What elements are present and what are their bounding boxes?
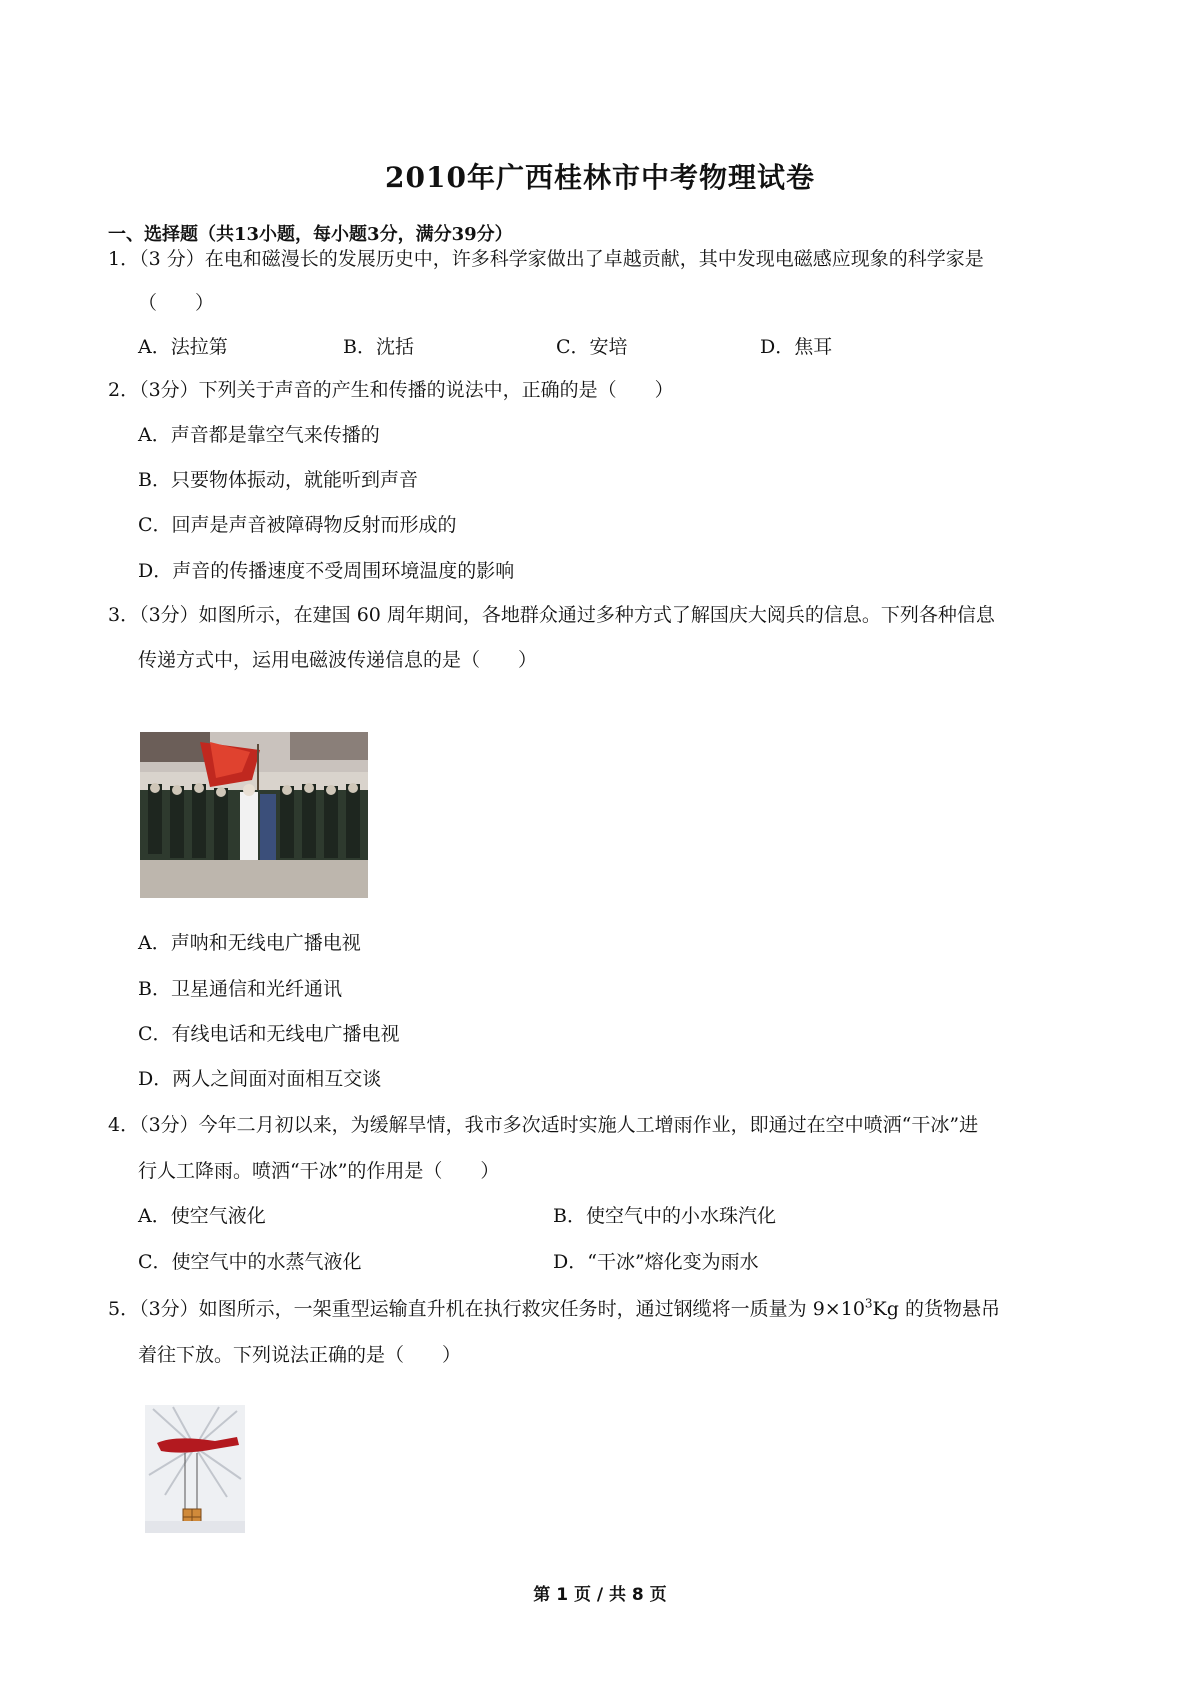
question-1-bracket: （ ） [138,292,215,314]
question-5-text [108,1294,1000,1321]
question-5-text-pre: 5．（3分）如图所示，一架重型运输直升机在执行救灾任务时，通过钢缆将一质量为 9×10 [108,1298,865,1320]
question-1-text: 1．（3 分）在电和磁漫长的发展历史中，许多科学家做出了卓越贡献，其中发现电磁感应现象的科学家是 [108,248,984,270]
question-3-option-a: A．声呐和无线电广播电视 [138,932,361,954]
question-2-option-d: D．声音的传播速度不受周围环境温度的影响 [138,560,515,582]
question-2-option-a: A．声音都是靠空气来传播的 [138,424,380,446]
question-3-text: 3．（3分）如图所示，在建国 60 周年期间，各地群众通过多种方式了解国庆大阅兵的信息。下列各种信息 [108,604,995,626]
question-1-option-d: D．焦耳 [760,336,833,358]
question-3-option-c: C．有线电话和无线电广播电视 [138,1023,400,1045]
page-footer: 第 1 页 / 共 8 页 [533,1585,667,1605]
question-3-text-cont: 传递方式中，运用电磁波传递信息的是（ ） [138,649,538,671]
parade-photo [140,732,368,898]
question-5-text-cont: 着往下放。下列说法正确的是（ ） [138,1344,462,1366]
question-3-option-d: D．两人之间面对面相互交谈 [138,1068,382,1090]
question-4-option-c: C．使空气中的水蒸气液化 [138,1251,362,1273]
question-4-option-a: A．使空气液化 [138,1205,266,1227]
question-1-option-c: C．安培 [556,336,628,358]
question-2-option-c: C．回声是声音被障碍物反射而形成的 [138,514,457,536]
question-3-option-b: B．卫星通信和光纤通讯 [138,978,342,1000]
question-2-option-b: B．只要物体振动，就能听到声音 [138,469,418,491]
question-5-exponent: 3 [864,1296,873,1311]
question-5-text-post: Kg 的货物悬吊 [872,1298,1000,1320]
question-4-text: 4．（3分）今年二月初以来，为缓解旱情，我市多次适时实施人工增雨作业，即通过在空中喷洒“干冰”进 [108,1114,979,1136]
question-1-option-b: B．沈括 [343,336,414,358]
helicopter-photo [145,1405,245,1533]
question-2-text: 2．（3分）下列关于声音的产生和传播的说法中，正确的是（ ） [108,379,674,401]
question-4-text-cont: 行人工降雨。喷洒“干冰”的作用是（ ） [138,1160,500,1182]
section-heading: 一、选择题（共13小题，每小题3分，满分39分） [108,224,513,245]
question-4-option-b: B．使空气中的小水珠汽化 [553,1205,776,1227]
question-4-option-d: D．“干冰”熔化变为雨水 [553,1251,759,1273]
question-1-option-a: A．法拉第 [138,336,228,358]
page-title: 2010年广西桂林市中考物理试卷 [385,161,815,194]
